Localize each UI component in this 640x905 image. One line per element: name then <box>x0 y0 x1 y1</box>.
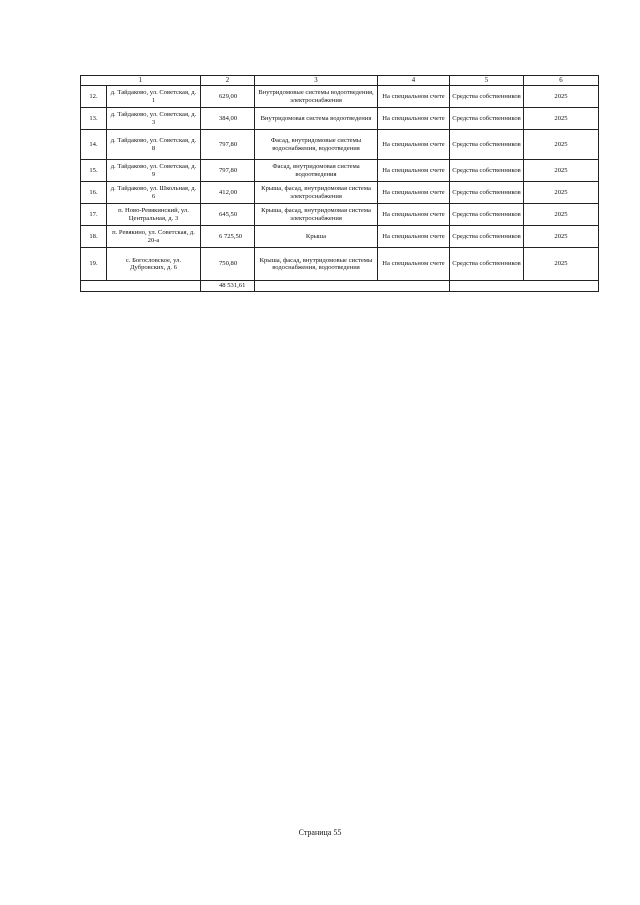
column-number: 2 <box>201 76 255 86</box>
row-number: 17. <box>81 204 107 226</box>
table-row <box>81 204 599 226</box>
table-row <box>81 130 599 160</box>
total-empty-cell <box>255 281 450 292</box>
address-cell: п. Ревякино, ул. Советская, д. 20-а <box>107 226 201 248</box>
works-cell: Фасад, внутридомовые системы водоснабжения, водоотведения <box>255 130 378 160</box>
account-method-cell: На специальном счете <box>378 130 450 160</box>
funding-source-cell: Средства собственников <box>450 130 524 160</box>
area-cell: 645,50 <box>201 204 255 226</box>
row-number: 15. <box>81 160 107 182</box>
total-area-cell: 48 531,61 <box>201 281 255 292</box>
funding-source-cell: Средства собственников <box>450 108 524 130</box>
column-number: 6 <box>524 76 599 86</box>
account-method-cell: На специальном счете <box>378 226 450 248</box>
account-method-cell: На специальном счете <box>378 204 450 226</box>
table-row <box>81 108 599 130</box>
total-row <box>81 281 599 292</box>
address-cell: д. Тайдаково, ул. Советская, д. 3 <box>107 108 201 130</box>
funding-source-cell: Средства собственников <box>450 86 524 108</box>
area-cell: 797,80 <box>201 160 255 182</box>
year-cell: 2025 <box>524 248 599 281</box>
area-cell: 384,00 <box>201 108 255 130</box>
total-empty-cell <box>450 281 599 292</box>
address-cell: с. Богословское, ул. Дубровских, д. 6 <box>107 248 201 281</box>
column-number: 5 <box>450 76 524 86</box>
column-number-row <box>81 76 599 86</box>
address-cell: д. Тайдаково, ул. Советская, д. 8 <box>107 130 201 160</box>
works-cell: Фасад, внутридомовая система водоотведения <box>255 160 378 182</box>
funding-source-cell: Средства собственников <box>450 204 524 226</box>
funding-source-cell: Средства собственников <box>450 160 524 182</box>
area-cell: 412,00 <box>201 182 255 204</box>
row-number: 16. <box>81 182 107 204</box>
year-cell: 2025 <box>524 226 599 248</box>
year-cell: 2025 <box>524 182 599 204</box>
funding-source-cell: Средства собственников <box>450 226 524 248</box>
column-number: 3 <box>255 76 378 86</box>
table-row <box>81 248 599 281</box>
row-number: 14. <box>81 130 107 160</box>
area-cell: 629,00 <box>201 86 255 108</box>
year-cell: 2025 <box>524 108 599 130</box>
total-blank-cell <box>81 281 201 292</box>
account-method-cell: На специальном счете <box>378 160 450 182</box>
repair-registry-table <box>80 75 599 292</box>
page-number: Страница 55 <box>298 828 342 837</box>
works-cell: Крыша, фасад, внутридомовая система электроснабжения <box>255 204 378 226</box>
table-row <box>81 182 599 204</box>
works-cell: Внутридомовая система водоотведения <box>255 108 378 130</box>
row-number: 13. <box>81 108 107 130</box>
year-cell: 2025 <box>524 204 599 226</box>
address-cell: д. Тайдаково, ул. Советская, д. 9 <box>107 160 201 182</box>
account-method-cell: На специальном счете <box>378 182 450 204</box>
row-number: 18. <box>81 226 107 248</box>
table-body <box>81 76 599 292</box>
account-method-cell: На специальном счете <box>378 108 450 130</box>
table-row <box>81 226 599 248</box>
table-row <box>81 86 599 108</box>
account-method-cell: На специальном счете <box>378 86 450 108</box>
address-cell: д. Тайдаково, ул. Школьная, д. 6 <box>107 182 201 204</box>
funding-source-cell: Средства собственников <box>450 248 524 281</box>
works-cell: Крыша, фасад, внутридомовая система электроснабжения <box>255 182 378 204</box>
area-cell: 750,80 <box>201 248 255 281</box>
funding-source-cell: Средства собственников <box>450 182 524 204</box>
works-cell: Внутридомовые системы водоотведения, электроснабжения <box>255 86 378 108</box>
works-cell: Крыша, фасад, внутридомовые системы водоснабжения, водоотведения <box>255 248 378 281</box>
row-number: 19. <box>81 248 107 281</box>
area-cell: 797,80 <box>201 130 255 160</box>
area-cell: 6 725,50 <box>201 226 255 248</box>
column-number: 1 <box>81 76 201 86</box>
works-cell: Крыша <box>255 226 378 248</box>
address-cell: п. Ново-Ревякинский, ул. Центральная, д. 3 <box>107 204 201 226</box>
account-method-cell: На специальном счете <box>378 248 450 281</box>
table-row <box>81 160 599 182</box>
year-cell: 2025 <box>524 130 599 160</box>
year-cell: 2025 <box>524 86 599 108</box>
year-cell: 2025 <box>524 160 599 182</box>
column-number: 4 <box>378 76 450 86</box>
row-number: 12. <box>81 86 107 108</box>
address-cell: д. Тайдаково, ул. Советская, д. 1 <box>107 86 201 108</box>
